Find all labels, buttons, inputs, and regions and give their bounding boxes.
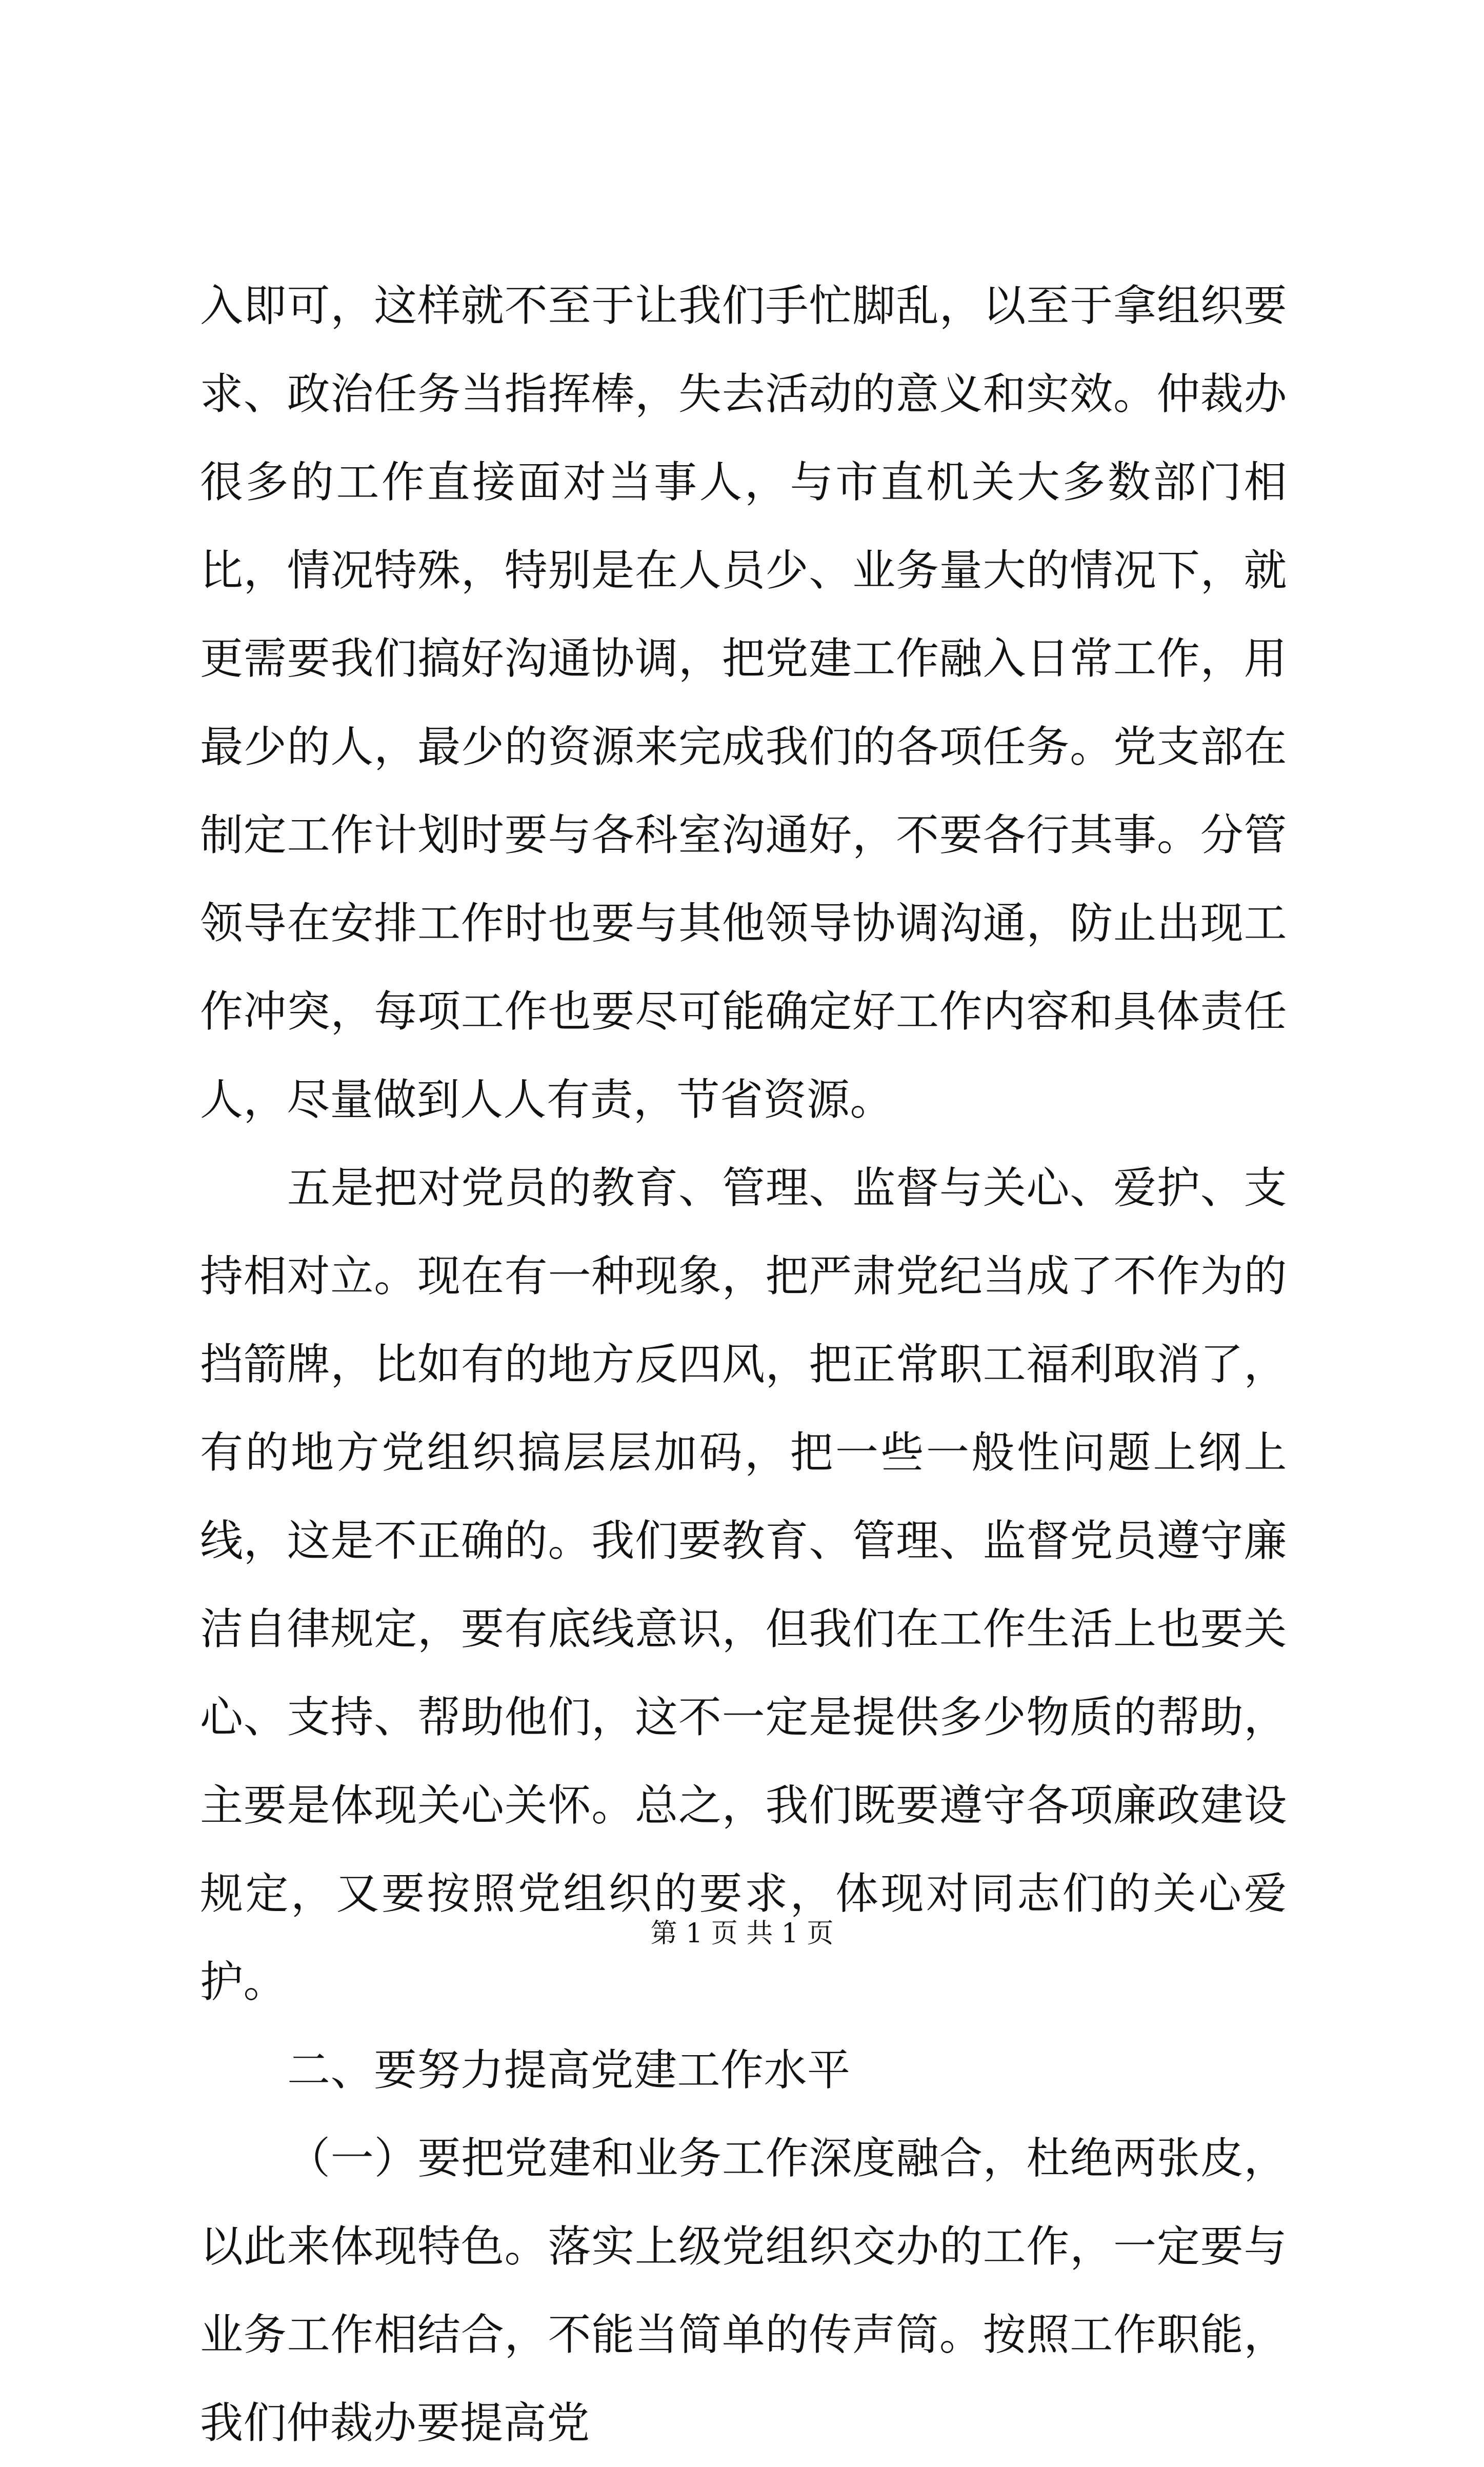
paragraph-subsection-one: （一）要把党建和业务工作深度融合，杜绝两张皮，以此来体现特色。落实上级党组织交办的工作，一定要与业务工作相结合，不能当简单的传声筒。按照工作职能，我们仲裁办要提高党 [200, 2133, 1287, 2448]
document-body [200, 262, 1287, 2467]
page-footer: 第 1 页 共 1 页 [650, 1918, 834, 1949]
paragraph-continuation: 入即可，这样就不至于让我们手忙脚乱，以至于拿组织要求、政治任务当指挥棒，失去活动的意义和实效。仲裁办很多的工作直接面对当事人，与市直机关大多数部门相比，情况特殊，特别是在人员少、业务量大的情况下，就更需要我们搞好沟通协调，把党建工作融入日常工作，用最少的人，最少的资源来完成我们的各项任务。党支部在制定工作计划时要与各科室沟通好，不要各行其事。分管领导在安排工作时也要与其他领导协调沟通，防止出现工作冲突，每项工作也要尽可能确定好工作内容和具体责任人，尽量做到人人有责，节省资源。 [200, 281, 1287, 1125]
section-heading-two: 二、要努力提高党建工作水平 [287, 2045, 851, 2095]
paragraph-point-five: 五是把对党员的教育、管理、监督与关心、爱护、支持相对立。现在有一种现象，把严肃党纪当成了不作为的挡箭牌，比如有的地方反四风，把正常职工福利取消了，有的地方党组织搞层层加码，把一些一般性问题上纲上线，这是不正确的。我们要教育、管理、监督党员遵守廉洁自律规定，要有底线意识，但我们在工作生活上也要关心、支持、帮助他们，这不一定是提供多少物质的帮助，主要是体现关心关怀。总之，我们既要遵守各项廉政建设规定，又要按照党组织的要求，体现对同志们的关心爱护。 [200, 1163, 1287, 2007]
